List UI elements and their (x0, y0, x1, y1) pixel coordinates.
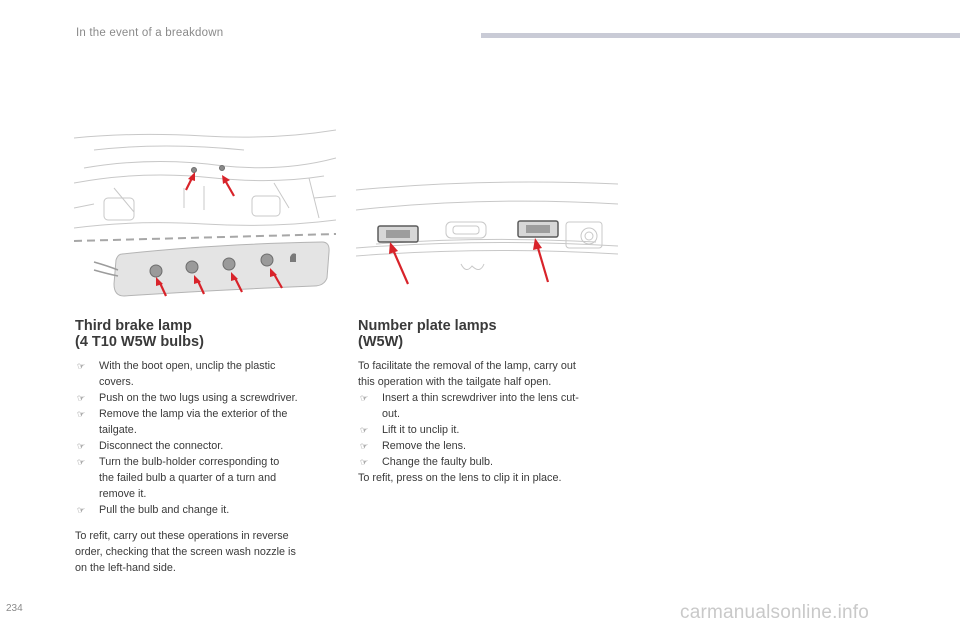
number-plate-lamps-intro (358, 358, 628, 390)
text-line: order, checking that the screen wash nozzle is (75, 546, 296, 558)
third-brake-lamp-illustration (74, 128, 336, 300)
step-text-line: the failed bulb a quarter of a turn and (99, 472, 277, 484)
step-text-line: Remove the lens. (382, 440, 467, 452)
text-line: To refit, press on the lens to clip it in place. (358, 472, 562, 484)
pointing-hand-icon: ☞ (77, 361, 86, 371)
step-item (75, 358, 345, 390)
step-item (75, 502, 345, 518)
text-line: To facilitate the removal of the lamp, carry out (358, 360, 576, 372)
lamp-left (378, 226, 418, 242)
number-plate-lamps-title: Number plate lamps (W5W) (358, 318, 497, 350)
text-line: on the left-hand side. (75, 562, 176, 574)
pointing-hand-icon: ☞ (77, 393, 86, 403)
watermark: carmanualsonline.info (680, 602, 870, 623)
step-text-line: Pull the bulb and change it. (99, 504, 230, 516)
page-number: 234 (6, 603, 23, 614)
step-text-line: out. (382, 408, 401, 420)
pointing-hand-icon: ☞ (360, 393, 369, 403)
number-plate-lamps-refit-note (358, 470, 638, 486)
lamp-right (518, 221, 558, 237)
step-item (75, 454, 345, 502)
header-bar (481, 33, 960, 38)
step-item (75, 438, 345, 454)
step-text-line: covers. (99, 376, 134, 388)
pointing-hand-icon: ☞ (77, 409, 86, 419)
step-item (358, 454, 628, 470)
step-text-line: Remove the lamp via the exterior of the (99, 408, 288, 420)
step-item (75, 406, 345, 438)
third-brake-lamp-title: Third brake lamp (4 T10 W5W bulbs) (75, 318, 204, 350)
pointing-hand-icon: ☞ (77, 441, 86, 451)
step-text-line: Disconnect the connector. (99, 440, 224, 452)
step-text-line: Change the faulty bulb. (382, 456, 494, 468)
number-plate-lamps-illustration (356, 174, 618, 294)
pointing-hand-icon: ☞ (77, 457, 86, 467)
third-brake-lamp-refit-note (75, 528, 355, 576)
number-plate-lamps-steps (358, 390, 628, 470)
section-header: In the event of a breakdown (76, 27, 224, 39)
step-text-line: With the boot open, unclip the plastic (99, 360, 276, 372)
step-item (358, 422, 628, 438)
step-text-line: Turn the bulb-holder corresponding to (99, 456, 280, 468)
pointing-hand-icon: ☞ (360, 425, 369, 435)
third-brake-lamp-steps (75, 358, 345, 518)
pointing-hand-icon: ☞ (360, 457, 369, 467)
step-item (358, 390, 628, 422)
step-text-line: tailgate. (99, 424, 137, 436)
step-item (75, 390, 345, 406)
step-item (358, 438, 628, 454)
step-text-line: Push on the two lugs using a screwdriver. (99, 392, 298, 404)
pointing-hand-icon: ☞ (77, 505, 86, 515)
text-line: To refit, carry out these operations in reverse (75, 530, 289, 542)
step-text-line: Insert a thin screwdriver into the lens cut- (382, 392, 579, 404)
text-line: this operation with the tailgate half open. (358, 376, 552, 388)
step-text-line: Lift it to unclip it. (382, 424, 460, 436)
lamp-unit (94, 242, 329, 296)
step-text-line: remove it. (99, 488, 147, 500)
pointing-hand-icon: ☞ (360, 441, 369, 451)
